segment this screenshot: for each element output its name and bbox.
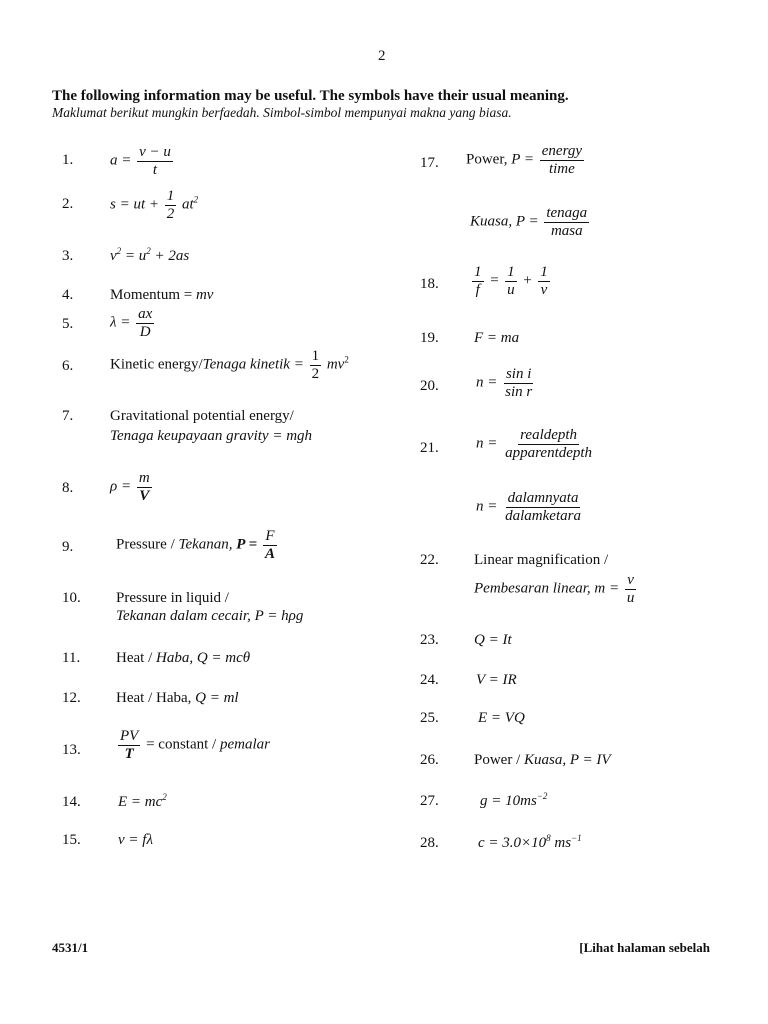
item-number: 23. — [420, 632, 439, 648]
formula-magnification-line2: Pembesaran linear, m = $\frac{v}{u}$ — [474, 572, 635, 606]
formula-charge: Q = It — [474, 632, 512, 648]
formula-liquid-pressure-line2: Tekanan dalam cecair, P = hρg — [116, 608, 304, 624]
item-number: 6. — [62, 358, 74, 374]
formula-electrical-power: Power / Kuasa, P = IV — [474, 752, 611, 768]
formula-lens: $\frac{1}{f}$ = $\frac{1}{u}$ + $\frac{1}{v}$ — [474, 264, 548, 298]
item-number: 24. — [420, 672, 439, 688]
item-number: 9. — [62, 539, 74, 555]
formula-real-apparent-depth: n = $\frac{\text{realdepth}}{\text{apparentdepth}}$ — [476, 427, 593, 461]
item-number: 21. — [420, 440, 439, 456]
page-number: 2 — [378, 48, 386, 64]
item-number: 2. — [62, 196, 74, 212]
item-number: 7. — [62, 408, 74, 424]
formula-density: ρ = $\frac{m}{V}$ — [110, 470, 150, 504]
formula-energy-charge: E = VQ — [478, 710, 525, 726]
next-page-note: [Lihat halaman sebelah — [579, 940, 710, 955]
item-number: 13. — [62, 742, 81, 758]
item-number: 8. — [62, 480, 74, 496]
formula-wave-speed: v = fλ — [118, 832, 153, 848]
item-number: 12. — [62, 690, 81, 706]
item-number: 19. — [420, 330, 439, 346]
formula-acceleration: a = $\frac{v - u}{t}$ — [110, 144, 171, 178]
formula-displacement: s = ut + $\frac{1}{2}$ $at^2$ — [110, 188, 199, 222]
formula-magnification-line1: Linear magnification / — [474, 552, 609, 568]
formula-gas-law: $\frac{PV}{T}$ = constant / pemalar — [120, 728, 270, 762]
formula-real-apparent-depth-ms: n = $\frac{\text{dalamnyata}}{\text{dalamketara}}$ — [476, 490, 581, 524]
formula-liquid-pressure-line1: Pressure in liquid / — [116, 590, 229, 606]
formula-momentum: Momentum = mv — [110, 287, 214, 303]
formula-kinetic-energy: Kinetic energy/Tenaga kinetik = $\frac{1}{2}$ $mv^2$ — [110, 348, 349, 382]
formula-force: F = ma — [474, 330, 520, 346]
formula-gravity: $g = 10ms^{-2}$ — [480, 791, 548, 809]
formula-wavelength: λ = $\frac{ax}{D}$ — [110, 306, 153, 340]
formula-power-en: Power, P = $\frac{\text{energy}}{\text{time}}$ — [466, 143, 583, 177]
item-number: 3. — [62, 248, 74, 264]
formula-gpe-line1: Gravitational potential energy/ — [110, 408, 294, 424]
header-title: The following information may be useful. The symbols have their usual meaning. — [52, 88, 569, 104]
item-number: 27. — [420, 793, 439, 809]
header-subtitle: Maklumat berikut mungkin berfaedah. Simbol-simbol mempunyai makna yang biasa. — [52, 105, 512, 120]
item-number: 14. — [62, 794, 81, 810]
formula-heat-capacity: Heat / Haba, Q = mcθ — [116, 650, 251, 666]
item-number: 26. — [420, 752, 439, 768]
formula-pressure: Pressure / Tekanan, P = $\frac{F}{A}$ — [116, 528, 275, 562]
paper-code: 4531/1 — [52, 940, 89, 955]
item-number: 4. — [62, 287, 74, 303]
item-number: 18. — [420, 276, 439, 292]
formula-ohms-law: V = IR — [476, 672, 517, 688]
item-number: 10. — [62, 590, 81, 606]
item-number: 11. — [62, 650, 81, 666]
formula-velocity-squared: $v^2 = u^2 + 2as$ — [110, 246, 190, 264]
item-number: 15. — [62, 832, 81, 848]
item-number: 20. — [420, 378, 439, 394]
formula-mass-energy: $E = mc^2$ — [118, 792, 167, 810]
formula-gpe-line2: Tenaga keupayaan gravity = mgh — [110, 428, 313, 444]
item-number: 1. — [62, 152, 74, 168]
formula-refractive-index: n = $\frac{\text{sin i}}{\text{sin r}}$ — [476, 366, 533, 400]
item-number: 28. — [420, 835, 439, 851]
formula-latent-heat: Heat / Haba, Q = ml — [116, 690, 239, 706]
item-number: 22. — [420, 552, 439, 568]
item-number: 5. — [62, 316, 74, 332]
item-number: 25. — [420, 710, 439, 726]
formula-speed-of-light: $c = 3.0\times 10^8$ $ms^{-1}$ — [478, 833, 582, 851]
item-number: 17. — [420, 155, 439, 171]
formula-power-ms: Kuasa, P = $\frac{\text{tenaga}}{\text{masa}}$ — [470, 205, 588, 239]
